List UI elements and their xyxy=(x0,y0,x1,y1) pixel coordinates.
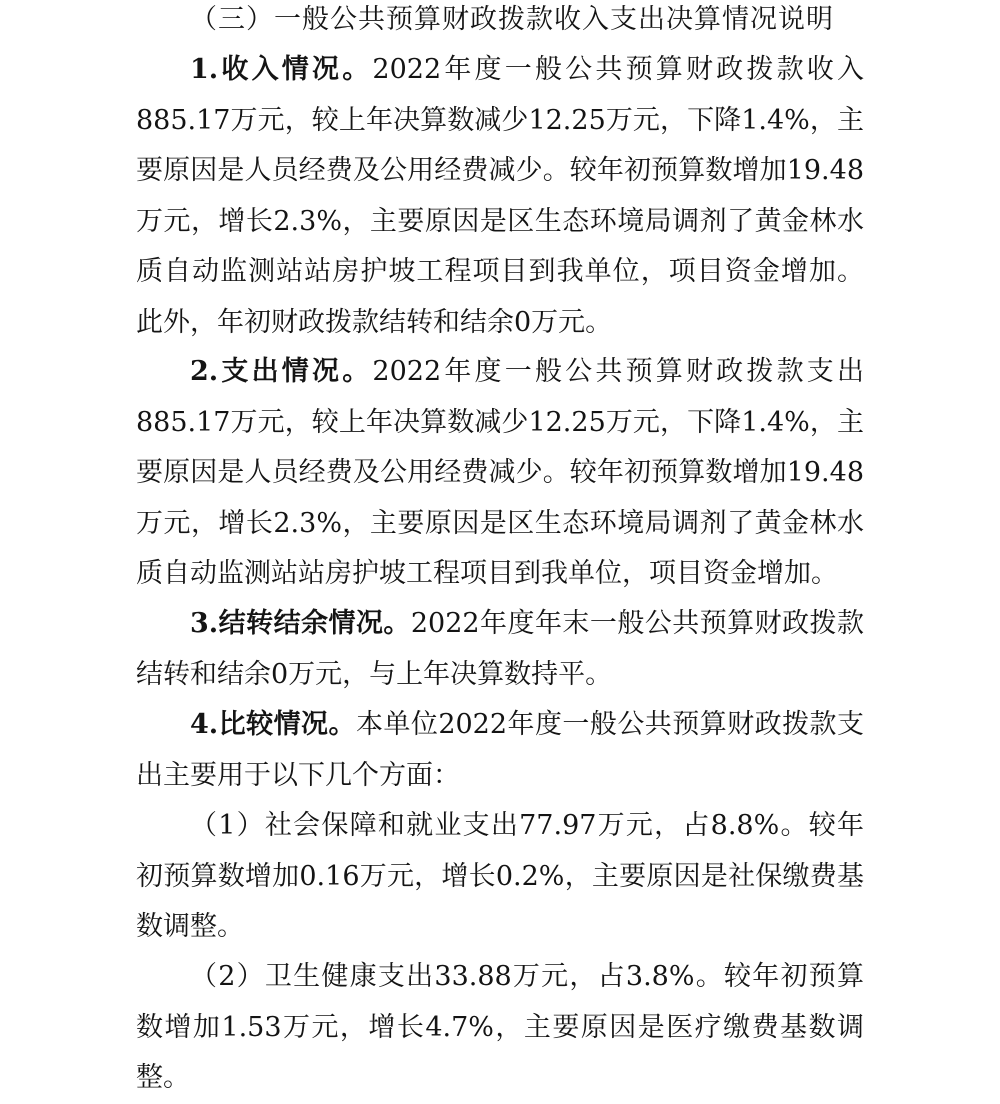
carryover-body: 2022年度年末一般公共预算财政拨款结转和结余0万元，与上年决算数持平。 xyxy=(136,608,864,690)
carryover-paragraph xyxy=(136,599,864,700)
carryover-lead: 3.结转结余情况。 xyxy=(190,608,411,639)
expenditure-paragraph xyxy=(136,347,864,600)
expenditure-body: 2022年度一般公共预算财政拨款支出885.17万元，较上年决算数减少12.25万元，下降1.4%，主要原因是人员经费及公用经费减少。较年初预算数增加19.48万元，增长2.3%，主要原因是区生态环境局调剂了黄金林水质自动监测站站房护坡工程项目到我单位，项目资金增加。 xyxy=(136,356,864,589)
social-security-item: （1）社会保障和就业支出77.97万元，占8.8%。较年初预算数增加0.16万元，增长0.2%，主要原因是社保缴费基数调整。 xyxy=(136,810,864,942)
comparison-body: 本单位2022年度一般公共预算财政拨款支出主要用于以下几个方面： xyxy=(136,709,865,791)
comparison-paragraph xyxy=(136,700,864,801)
section-heading: （三）一般公共预算财政拨款收入支出决算情况说明 xyxy=(190,4,834,35)
health-item: （2）卫生健康支出33.88万元，占3.8%。较年初预算数增加1.53万元，增长4.7%，主要原因是医疗缴费基数调整。 xyxy=(136,961,864,1093)
income-body: 2022年度一般公共预算财政拨款收入885.17万元，较上年决算数减少12.25万元，下降1.4%，主要原因是人员经费及公用经费减少。较年初预算数增加19.48万元，增长2.3%，主要原因是区生态环境局调剂了黄金林水质自动监测站站房护坡工程项目到我单位，项目资金增加。此外，年初财政拨款结转和结余0万元。 xyxy=(136,54,864,338)
income-lead: 1.收入情况。 xyxy=(190,54,373,85)
comparison-lead: 4.比较情况。 xyxy=(190,709,356,740)
expenditure-lead: 2.支出情况。 xyxy=(190,356,373,387)
income-paragraph xyxy=(136,45,864,348)
